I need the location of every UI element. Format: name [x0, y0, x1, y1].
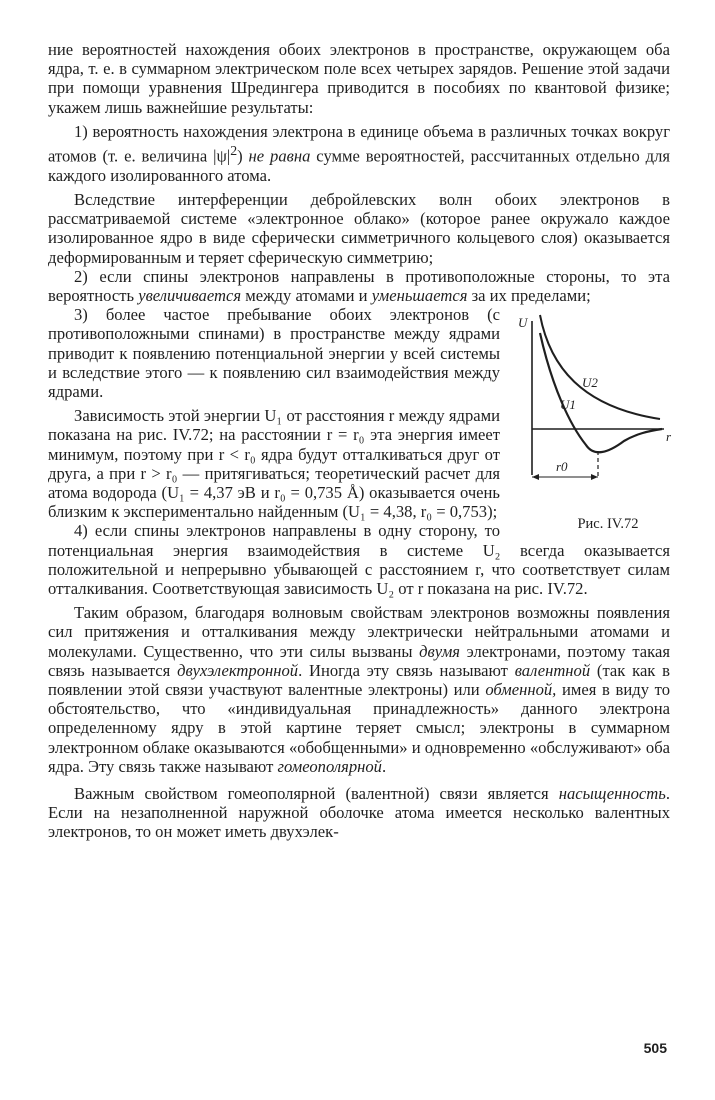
figure-wrap-block	[48, 305, 672, 533]
curve-u1	[540, 333, 662, 452]
paragraph-4-part-c: за их пределами;	[467, 285, 591, 305]
curve-u2-label: U2	[582, 375, 598, 391]
paragraph-2-part-b: )	[237, 146, 249, 166]
paragraph-4	[48, 267, 670, 305]
page-number: 505	[643, 1040, 667, 1056]
paragraph-9-part-b: . Если на незаполненной наружной оболочке атома имеется несколько валентных электронов, то он может иметь двухэлек-	[48, 784, 670, 842]
paragraph-8-part-c: . Иногда эту связь называют	[298, 660, 515, 680]
paragraph-9	[48, 784, 670, 842]
paragraph-6: Зависимость этой энергии U₁ от расстояния r между ядрами показана на рис. IV.72; на расстоянии r = r₀ эта энергия имеет минимум, поэтому при r < r₀ ядра будут отталкиваться друг от друга, а при r > r₀ — притягиваться; теоретический расчет для атома водорода (U₁ = 4,37 эВ и r₀ = 0,735 Å) оказывается очень близким к экспериментально найденным (U₁ = 4,38, r₀ = 0,753);	[48, 406, 500, 522]
paragraph-2	[48, 122, 670, 185]
paragraph-7: 4) если спины электронов направлены в одну сторону, то потенциальная энергия взаимодействия в системе U₂ всегда оказывается положительной и непрерывно убывающей с расстоянием r, что соответствует силам отталкивания. Соответствующая зависимость U₂ от r показана на рис. IV.72.	[48, 521, 670, 599]
paragraph-8-emphasis-3: валентной	[514, 660, 591, 680]
paragraph-8-emphasis-1: двумя	[419, 641, 461, 661]
figure-iv-72	[512, 307, 684, 534]
paragraph-4-emphasis-2: уменьшается	[371, 285, 468, 305]
potential-energy-graph	[512, 307, 684, 517]
paragraph-8-part-b: электронами, поэтому такая связь называется	[48, 641, 670, 680]
paragraph-8	[48, 603, 670, 776]
paragraph-8-part-e: имея в виду то обстоятельство, что «индивидуальная принадлежность» данного электрона определенному ядру в этой картине теряет смысл; электроны в суммарном электронном облаке оказываются «обобщенными» и одновременно «обслуживают» оба ядра. Эту связь также называют	[48, 680, 670, 776]
paragraph-8-part-f: .	[381, 756, 387, 776]
figure-caption: Рис. IV.72	[577, 516, 639, 533]
paragraph-2-superscript: 2	[230, 143, 238, 159]
paragraph-8-emphasis-5: гомеополярной	[277, 756, 382, 776]
paragraph-2-emphasis: не равна	[248, 146, 311, 166]
r0-label: r0	[556, 459, 568, 475]
r0-arrowhead-right	[591, 474, 598, 480]
paragraph-2-part-a: 1) вероятность нахождения электрона в единице объема в различных точках вокруг атомов (т. е. величина |ψ|	[48, 121, 670, 166]
paragraph-3: Вследствие интерференции дебройлевских волн обоих электронов в рассматриваемой системе «электронное облако» (которое ранее окружало каждое изолированное ядро в виде сферически симметричного кольцевого слоя) оказывается деформированным и теряет сферическую симметрию;	[48, 189, 670, 267]
r0-arrowhead-left	[532, 474, 539, 480]
paragraph-8-part-d: (так как в появлении этой связи участвуют валентные электроны) или	[48, 660, 670, 700]
paragraph-8-emphasis-4: обменной,	[485, 680, 557, 700]
paragraph-4-emphasis-1: увеличивается	[138, 285, 242, 305]
paragraph-9-emphasis: насыщенность	[558, 784, 666, 804]
paragraph-9-part-a: Важным свойством гомеополярной (валентной) связи является	[74, 784, 559, 804]
curve-u1-label: U1	[560, 397, 576, 413]
paragraph-2-part-c: сумме вероятностей, рассчитанных отдельно для каждого изолированного атома.	[48, 146, 671, 185]
y-axis-label: U	[518, 315, 528, 331]
paragraph-5: 3) более частое пребывание обоих электронов (с противоположными спинами) в пространстве между ядрами приводит к появлению потенциальной энергии у всей системы и вследствие этого — к появлению сил взаимодействия между ядрами.	[48, 305, 500, 401]
page-body	[48, 40, 670, 842]
paragraph-8-emphasis-2: двухэлектронной	[177, 660, 299, 680]
paragraph-1: ние вероятностей нахождения обоих электронов в пространстве, окружающем оба ядра, т. е. в суммарном электрическом поле всех четырех зарядов. Решение этой задачи при помощи уравнения Шредингера приводится в пособиях по квантовой физике; укажем лишь важнейшие результаты:	[48, 40, 670, 117]
paragraph-4-part-b: между атомами и	[241, 285, 372, 305]
curve-u2	[540, 315, 660, 419]
paragraph-8-part-a: Таким образом, благодаря волновым свойствам электронов возможны появления сил притяжения и отталкивания между электрически нейтральными атомами и молекулами. Существенно, что эти силы вызваны	[48, 603, 670, 661]
x-axis-label: r	[666, 429, 672, 445]
paragraph-4-part-a: 2) если спины электронов направлены в противоположные стороны, то эта вероятность	[48, 266, 670, 305]
